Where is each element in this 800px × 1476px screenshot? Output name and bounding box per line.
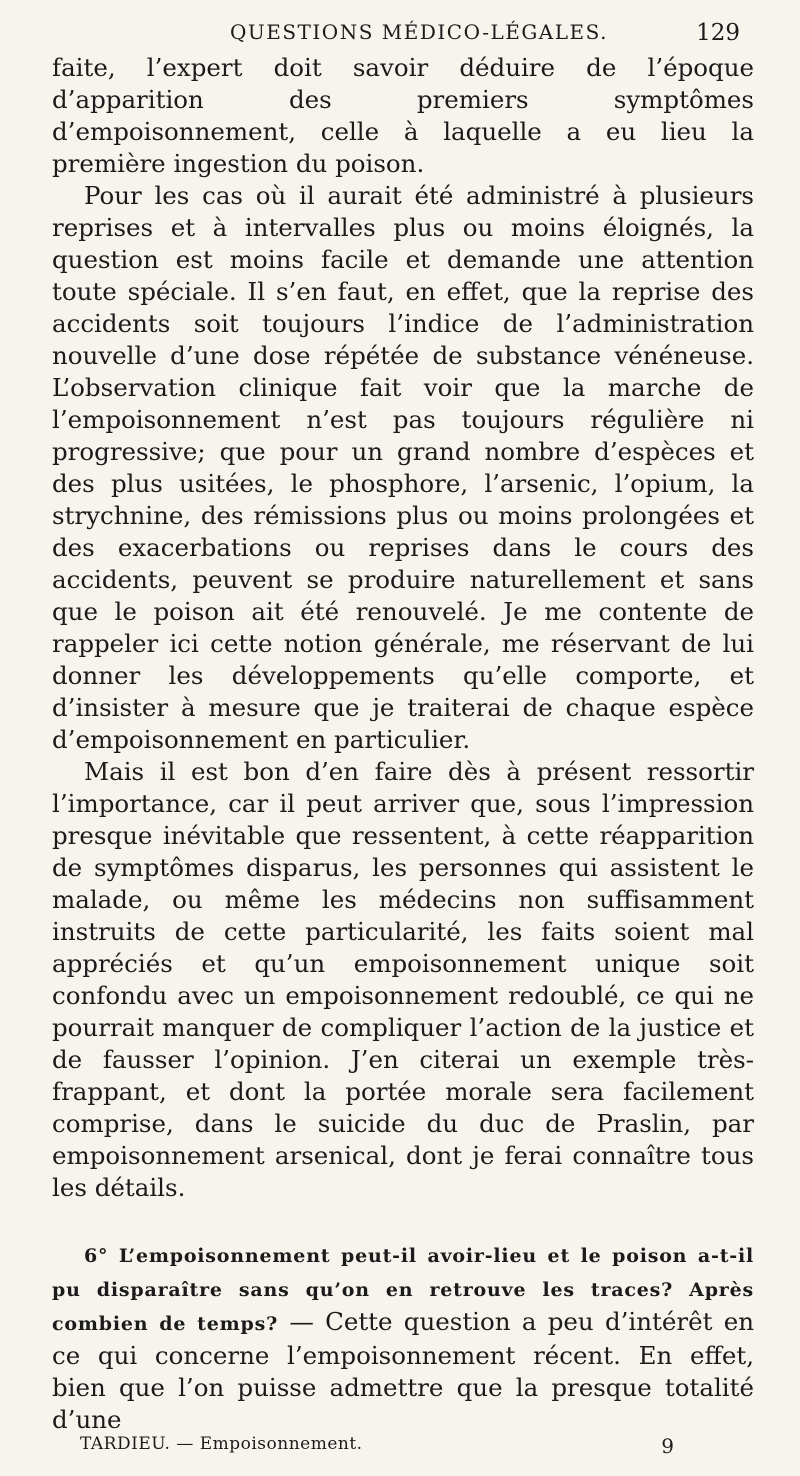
body-text — [52, 52, 754, 1204]
section-6 — [52, 1238, 754, 1436]
paragraph-continuation: faite, l’expert doit savoir déduire de l’époque d’apparition des premiers symptômes d’empoisonnement, celle à laquelle a eu lieu la première ingestion du poison. — [52, 53, 754, 178]
running-title: QUESTIONS MÉDICO-LÉGALES. — [230, 20, 608, 44]
section-text: — Cette question a peu d’intérêt en ce qui concerne l’empoisonnement récent. En effet, bien que l’on puisse admettre que la presque totalité d’une — [52, 1307, 754, 1434]
page-footer — [52, 1432, 754, 1462]
signature-mark: 9 — [661, 1434, 674, 1458]
running-head — [50, 10, 750, 46]
section-heading: 6° L’empoisonnement peut-il avoir-lieu et le poison a-t-il pu disparaître sans qu’on en retrouve les traces? Après combien de temps? — [52, 1245, 754, 1335]
footer-author: TARDIEU. — Empoisonnement. — [80, 1434, 363, 1454]
paragraph-importance: Mais il est bon d’en faire dès à présent ressortir l’importance, car il peut arriver que, sous l’impression presque inévitable que ressentent, à cette réapparition de symptômes disparus, les personnes qui assistent le malade, ou même les médecins non suffisamment instruits de cette particularité, les faits soient mal appréciés et qu’un empoisonnement unique soit confondu avec un empoisonnement redoublé, ce qui ne pourrait manquer de compliquer l’action de la justice et de fausser l’opinion. J’en citerai un exemple très-frappant, et dont la portée morale sera facilement comprise, dans le suicide du duc de Praslin, par empoisonnement arsenical, dont je ferai connaître tous les détails. — [52, 757, 754, 1202]
paragraph-repeated-doses: Pour les cas où il aurait été administré à plusieurs reprises et à intervalles plus ou moins éloignés, la question est moins facile et demande une attention toute spéciale. Il s’en faut, en effet, que la reprise des accidents soit toujours l’indice de l’administration nouvelle d’une dose répétée de substance vénéneuse. L’observation clinique fait voir que la marche de l’empoisonnement n’est pas toujours régulière ni progressive; que pour un grand nombre d’espèces et des plus usitées, le phosphore, l’arsenic, l’opium, la strychnine, des rémissions plus ou moins prolongées et des exacerbations ou reprises dans le cours des accidents, peuvent se produire naturellement et sans que le poison ait été renouvelé. Je me contente de rappeler ici cette notion générale, me réservant de lui donner les développements qu’elle comporte, et d’insister à mesure que je traiterai de chaque espèce d’empoisonnement en particulier. — [52, 181, 754, 754]
page-number: 129 — [696, 20, 740, 46]
